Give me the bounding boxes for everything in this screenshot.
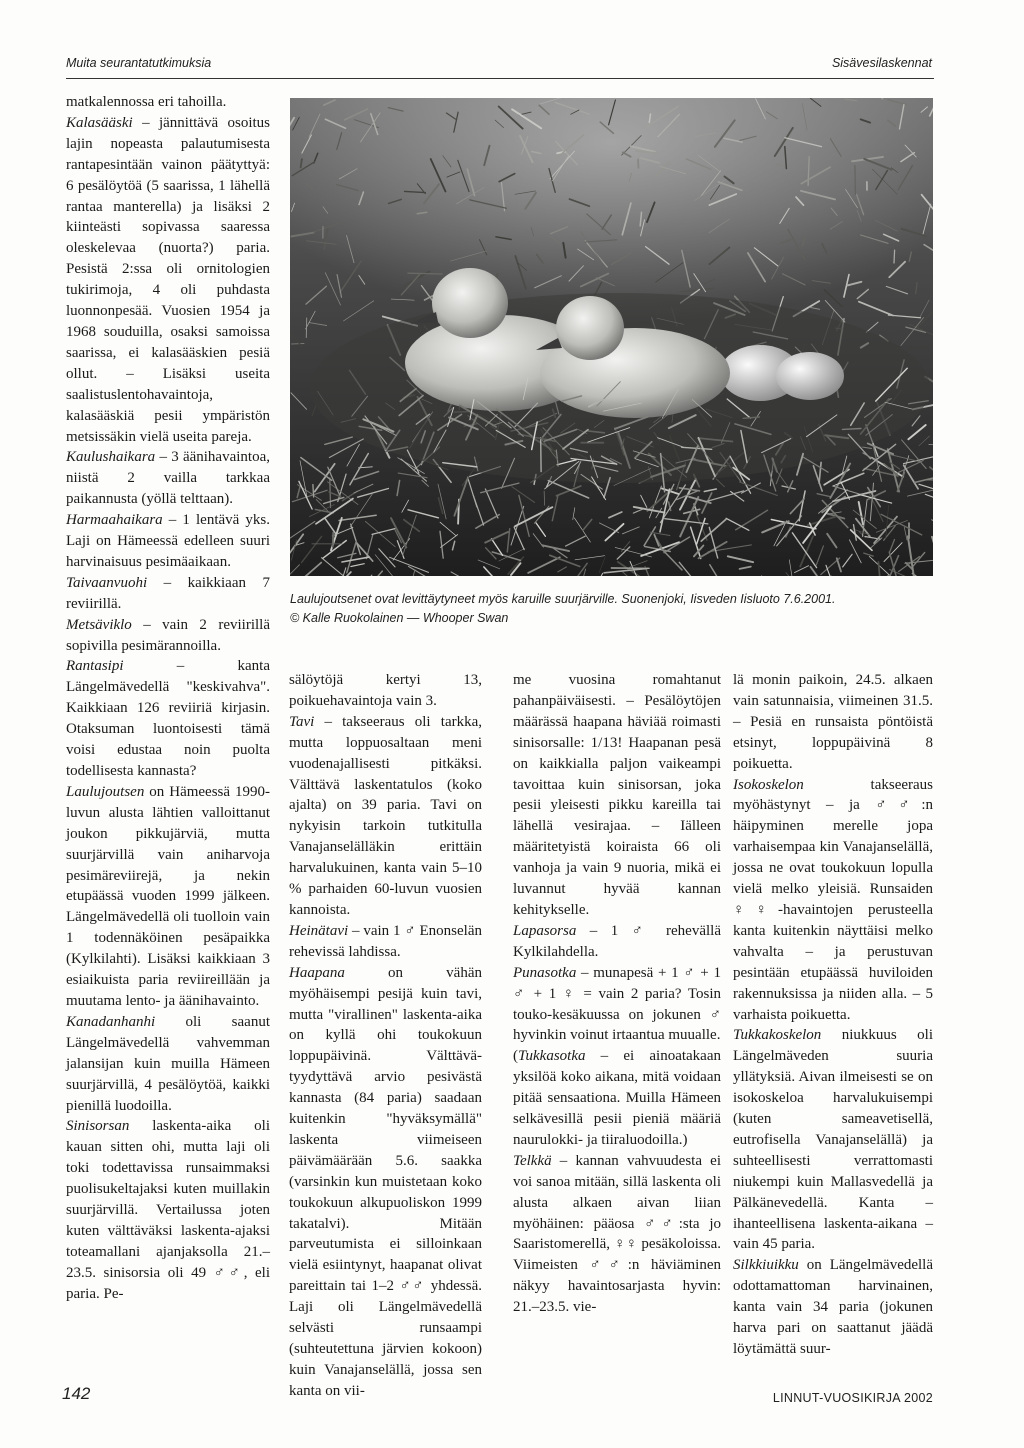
paragraph	[733, 775, 933, 1026]
straw-stroke	[855, 165, 856, 194]
straw-stroke	[408, 273, 442, 274]
running-header-left: Muita seurantatutkimuksia	[66, 56, 212, 70]
paragraph-text: niukkuus oli Längelmäveden suuria yllätyksiä. Aivan ilmeisesti se on isokoskeloa harvalukuisempi (kuten sameavetisellä, eutrofisella Vanajanselällä) ja suhteellisesti verrattomasti niukempi kuin Mallasvedellä ja Pälkänevedellä. Kanta – ihanteellisena laskenta-aikana – vain 45 paria.	[733, 1027, 933, 1253]
paragraph-text: – kanta Längelmävedellä "keskivahva". Kaikkiaan 126 reviiriä kirjasin. Otaksuman luontoisesti tämä voisi edustaa noin puolta todellisesta kannasta?	[66, 658, 270, 779]
swan-cygnets-photo	[290, 98, 933, 576]
photo-caption	[290, 590, 970, 628]
paragraph-text: laskenta-aika oli kauan sitten ohi, mutta laji oli toki todettavissa runsaimmaksi puolisukeltajaksi kuten muillakin suurjärvillä. Vertailussa joten kuten välttäväksi laskenta-ajaksi toteamallani ajanjaksolla 21.–23.5. sinisorsia oli 49 ♂♂, eli paria. Pe-	[66, 1118, 270, 1302]
paragraph	[733, 670, 933, 775]
paragraph-text: on vähän myöhäisempi pesijä kuin tavi, mutta "virallinen" laskenta-aika on kyllä ohi toukokuun loppupäivinä. Välttävä-tyydyttävä arvio pesivästä kannasta (84 paria) saadaan kuitenkin "hyväksymällä" laskenta viimeiseen päivämäärään 5.6. saakka (varsinkin kun muistetaan koko toukokuun alkupuoliskon 1999 takatalvi). Mitään parveutumista ei silloinkaan vielä esiintynyt, haapanat olivat pareittain tai 1–2 ♂♂ yhdessä. Laji oli Längelmävedellä selvästi runsaampi (suhteutettuna järvien kokoon) kuin Vanajanselällä, jossa sen kanta on vii-	[289, 964, 482, 1399]
paragraph-text: – 1 lentävä yks. Laji on Hämeessä edelleen suuri harvinaisuus pesimäaikaan.	[66, 512, 270, 570]
paragraph	[289, 921, 482, 963]
text-column-1	[66, 92, 270, 1305]
paragraph	[289, 670, 482, 712]
species-name: Sinisorsan	[66, 1118, 130, 1135]
species-name: Kanadanhanhi	[66, 1013, 156, 1030]
paragraph-text: on Hämeessä 1990-luvun alusta lähtien valloittanut joukon pikkujärviä, mutta suurjärvillä vain aniharvoja pesimäreviirejä, ja nekin etupäässä vuoden 1999 jälkeen. Längelmävedellä oli tuolloin vain 1 todennäköinen pesäpaikka (Kylkilahti). Lisäksi kaikkiaan 3 esiaikuista paria reviireillään ja muutama lento- ja äänihavainto.	[66, 783, 270, 1009]
paragraph	[66, 1012, 270, 1117]
species-name: Rantasipi	[66, 658, 124, 675]
running-header	[66, 56, 932, 70]
paragraph	[66, 1116, 270, 1304]
paragraph-text: matkalennossa eri tahoilla.	[66, 94, 227, 110]
species-name: Kaulushaikara	[66, 449, 156, 466]
species-name: Silkkiuikku	[733, 1257, 799, 1274]
paragraph	[66, 510, 270, 573]
journal-title: LINNUT-VUOSIKIRJA 2002	[772, 1391, 933, 1405]
species-name: Isokoskelon	[733, 776, 804, 793]
paragraph	[66, 573, 270, 615]
straw-stroke	[894, 250, 895, 263]
text-column-3	[513, 670, 721, 1318]
species-name: Metsäviklo	[66, 616, 132, 633]
paragraph-text: – kannan vahvuudesta ei voi sanoa mitään, sillä laskenta oli alusta alkaen aivan liian myöhäinen: pääosa ♂♂:sta jo Saaristomerellä, ♀♀ pesäkoloissa. Viimeisten ♂♂:n häviäminen näkyy havaintosarjasta hyvin: 21.–23.5. vie-	[513, 1152, 721, 1316]
running-header-right: Sisävesilaskennat	[831, 56, 932, 70]
paragraph	[66, 92, 270, 113]
paragraph	[733, 1025, 933, 1255]
paragraph	[66, 113, 270, 448]
straw-stroke	[333, 533, 334, 547]
species-name: Laulujoutsen	[66, 783, 145, 800]
paragraph	[66, 656, 270, 781]
paragraph	[289, 963, 482, 1402]
cygnet-head	[432, 268, 508, 338]
paragraph-prefix: (	[513, 1048, 518, 1065]
paragraph-text: – vain 2 reviirillä sopivilla pesimärannoilla.	[66, 616, 270, 654]
species-name: Lapasorsa	[513, 922, 577, 939]
cygnet-head	[556, 296, 624, 360]
paragraph	[513, 1046, 721, 1151]
straw-stroke	[313, 485, 314, 497]
paragraph-text: – vain 1 ♂ Enonselän rehevissä lahdissa.	[289, 922, 482, 960]
paragraph-text: – munapesä + 1 ♂ + 1 ♂ + 1 ♀ = vain 2 paria? Tosin touko-kesäkuussa on jokunen ♂ hyvinkin voinut irtaantua muualle.	[513, 964, 721, 1044]
species-name: Tavi	[289, 713, 315, 730]
species-name: Punasotka	[513, 964, 577, 981]
photo-illustration	[290, 98, 933, 576]
paragraph	[289, 712, 482, 921]
species-name: Haapana	[289, 964, 345, 981]
paragraph-text: takseeraus myöhästynyt – ja ♂♂:n häipyminen merelle jopa varhaisempaa kin Vanajanselällä, jossa ne ovat toukokuun lopulla vielä melko yleisiä. Runsaiden ♀♀-havaintojen perusteella kanta kuitenkin näyttäisi melko vahvalta – ja perustuvan pesintään etupäässä huviloiden rakennuksissa ja niiden alla. – 5 varhaista poikuetta.	[733, 776, 933, 1023]
species-name: Tukkakoskelon	[733, 1027, 822, 1044]
header-rule	[66, 78, 934, 79]
paragraph-text: on Längelmävedellä odottamattoman harvinainen, kanta vain 34 paria (jokunen harva pari on saattanut jäädä löytämättä suur-	[733, 1257, 933, 1357]
paragraph	[513, 921, 721, 963]
paragraph	[66, 615, 270, 657]
paragraph	[66, 782, 270, 1012]
species-name: Heinätavi	[289, 922, 349, 939]
paragraph	[513, 670, 721, 921]
page-number: 142	[62, 1384, 91, 1403]
straw-stroke	[301, 159, 302, 167]
species-name: Taivaanvuohi	[66, 574, 148, 591]
paragraph-text: sälöytöjä kertyi 13, poikuehavaintoja vain 3.	[289, 672, 482, 709]
species-name: Telkkä	[513, 1152, 552, 1169]
caption-line-1: Laulujoutsenet ovat levittäytyneet myös karuille suurjärville. Suonenjoki, Iisveden Iisluoto 7.6.2001.	[290, 592, 836, 606]
paragraph-text: – kaikkiaan 7 reviirillä.	[66, 574, 270, 612]
species-name: Kalasääski	[66, 114, 133, 131]
paragraph-text: – 3 äänihavaintoa, niistä 2 vailla tarkkaa paikannusta (yöllä telttaan).	[66, 449, 270, 508]
paragraph-text: – ei ainoatakaan yksilöä koko aikana, mitä voidaan pitää sensaationa. Muilla Hämeen selkävesillä pesii pieniä määriä naurulokki- ja tiiraluodoilla.)	[513, 1048, 721, 1148]
paragraph	[66, 447, 270, 510]
species-name: Harmaahaikara	[66, 512, 163, 529]
paragraph	[513, 1151, 721, 1318]
egg-shape	[776, 352, 844, 400]
species-name: Tukkasotka	[518, 1048, 586, 1065]
paragraph-text: oli saanut Längelmävedellä vahvemman jalansijan kuin muilla Hämeen suurjärvillä, 4 pesälöytöä, kaikki pienillä luodoilla.	[66, 1013, 270, 1114]
paragraph-text: me vuosina romahtanut pahanpäiväisesti. – Pesälöytöjen määrässä haapana häviää roimasti sinisorsalle: 1/13! Haapanan pesä on kaikkialla paljon vaikeampi tavoittaa kuin sinisorsan, joka pesii yleisesti pikku kareilla tai lähellä vesirajaa. – Iälleen määritetyistä koiraista 66 oli vanhoja ja vain 9 nuoria, mikä ei luvannut hyvää kannan kehitykselle.	[513, 672, 721, 918]
text-column-4	[733, 670, 933, 1360]
paragraph-text: lä monin paikoin, 24.5. alkaen vain satunnaisia, viimeinen 31.5. – Pesiä en runsaista pöntöistä etsinyt, loppupäivinä 8 poikuetta.	[733, 672, 933, 772]
paragraph	[513, 963, 721, 1047]
caption-line-2: © Kalle Ruokolainen — Whooper Swan	[290, 611, 509, 625]
paragraph-text: – jännittävä osoitus lajin nopeasta palautumisesta rantapesintään vainon päätyttyä: 6 pesälöytöä (5 saarissa, 1 lähellä rantaa manterella) ja lisäksi 2 kiinteästi sopivassa saaressa oleskelevaa (nuorta?) paria. Pesistä 2:ssa oli ornitologien tukirimoja, 4 oli puhdasta luonnonpesää. Vuosien 1954 ja 1968 souduilla, osaksi samoissa saarissa, ei kalasääskien pesiä ollut. – Lisäksi useita saalistuslentohavaintoja, kalasääskiä pesii ympäristön metsissäkin vielä useita pareja.	[66, 114, 270, 445]
text-column-2	[289, 670, 482, 1402]
paragraph	[733, 1255, 933, 1360]
paragraph-text: – takseeraus oli tarkka, mutta loppuosaltaan meni vuodenajallisesti pitkäksi. Välttävä laskentatulos (koko ajalta) on 39 paria. Tavi on nykyisin tarkoin tutkitulla Vanajanselälläkin erittäin harvalukuinen, kanta vain 5–10 % parhaiden 60-luvun vuosien kannoista.	[289, 713, 482, 918]
paragraph-text: – 1 ♂ rehevällä Kylkilahdella.	[513, 922, 721, 960]
straw-stroke	[638, 160, 639, 168]
